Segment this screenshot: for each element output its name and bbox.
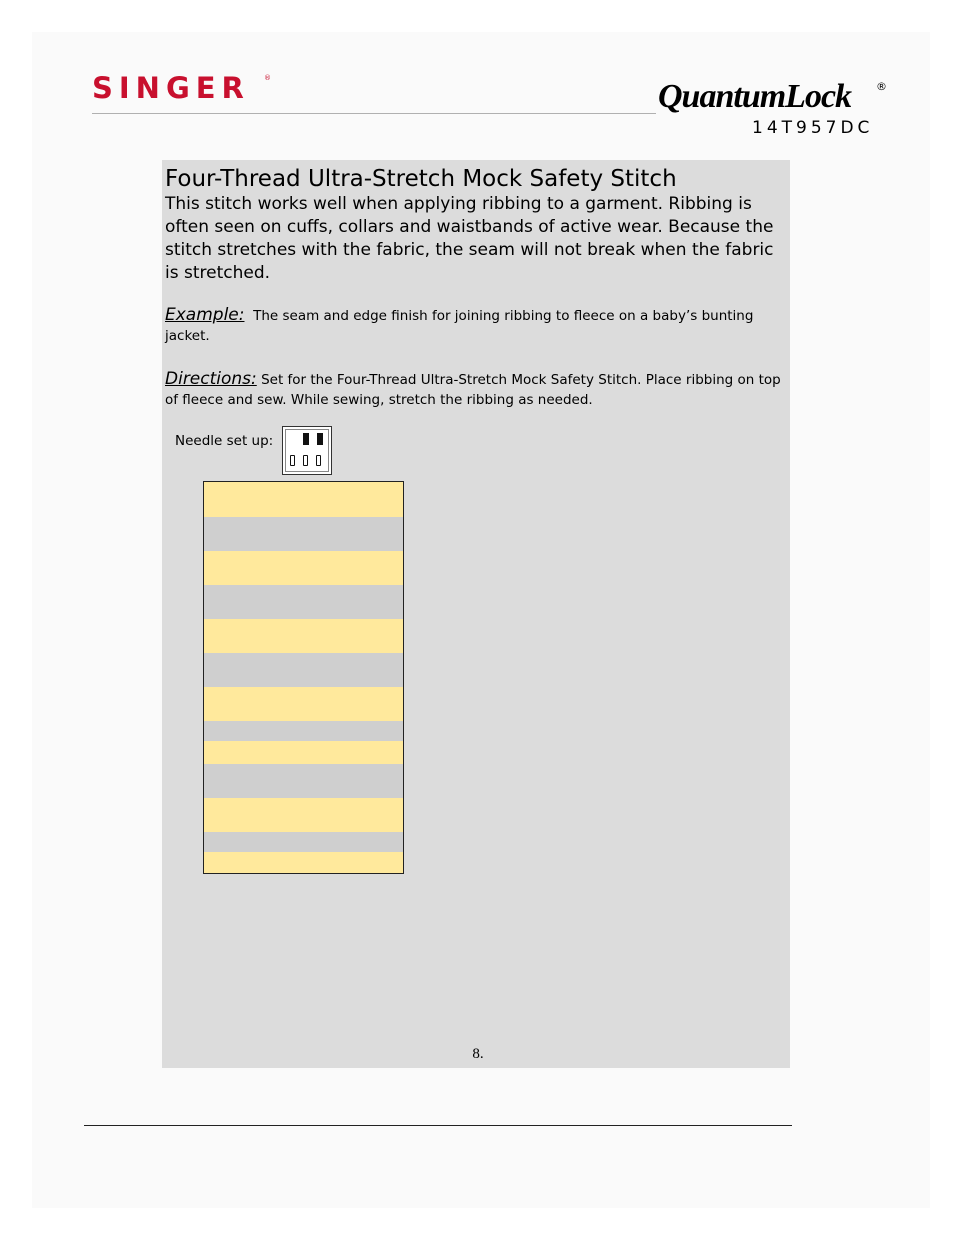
swatch-stripe [204,687,403,721]
swatch-stripe [204,721,403,741]
page-number: 8. [472,1046,484,1062]
looper-2-icon [303,455,308,466]
swatch-stripe [204,482,403,517]
swatch-stripe [204,798,403,832]
footer-rule [84,1125,792,1126]
needle-setup-icon [282,426,332,475]
looper-1-icon [290,455,295,466]
swatch-stripe [204,585,403,619]
swatch-stripe [204,517,403,551]
stitch-sample-swatch [203,481,404,874]
example-paragraph [165,305,785,346]
model-number: 14T957DC [752,118,874,138]
swatch-stripe [204,832,403,852]
swatch-stripe [204,741,403,764]
singer-logo: SINGER [92,71,250,105]
swatch-stripe [204,619,403,653]
swatch-stripe [204,852,403,874]
directions-text: Set for the Four-Thread Ultra-Stretch Mock Safety Stitch. Place ribbing on top of fleece and sew. While sewing, stretch the ribbing as needed. [165,372,781,408]
swatch-stripe [204,653,403,687]
example-text: The seam and edge finish for joining ribbing to fleece on a baby’s bunting jacket. [165,308,754,344]
example-label: Example: [165,305,245,325]
directions-paragraph [165,369,785,410]
swatch-stripe [204,764,403,798]
needle-left-icon [303,433,309,445]
looper-3-icon [316,455,321,466]
product-registered-mark: ® [876,80,887,93]
directions-label: Directions: [165,369,257,389]
product-name: QuantumLock [658,78,852,115]
swatch-stripe [204,551,403,585]
needle-setup-label: Needle set up: [175,433,274,449]
section-title: Four-Thread Ultra-Stretch Mock Safety Stitch [165,166,677,192]
needle-right-icon [317,433,323,445]
header-rule [92,113,656,114]
intro-paragraph: This stitch works well when applying ribbing to a garment. Ribbing is often seen on cuffs, collars and waistbands of active wear. Because the stitch stretches with the fabric, the seam will not break when the fabric is stretched. [165,194,774,283]
singer-registered-mark: ® [264,74,271,82]
